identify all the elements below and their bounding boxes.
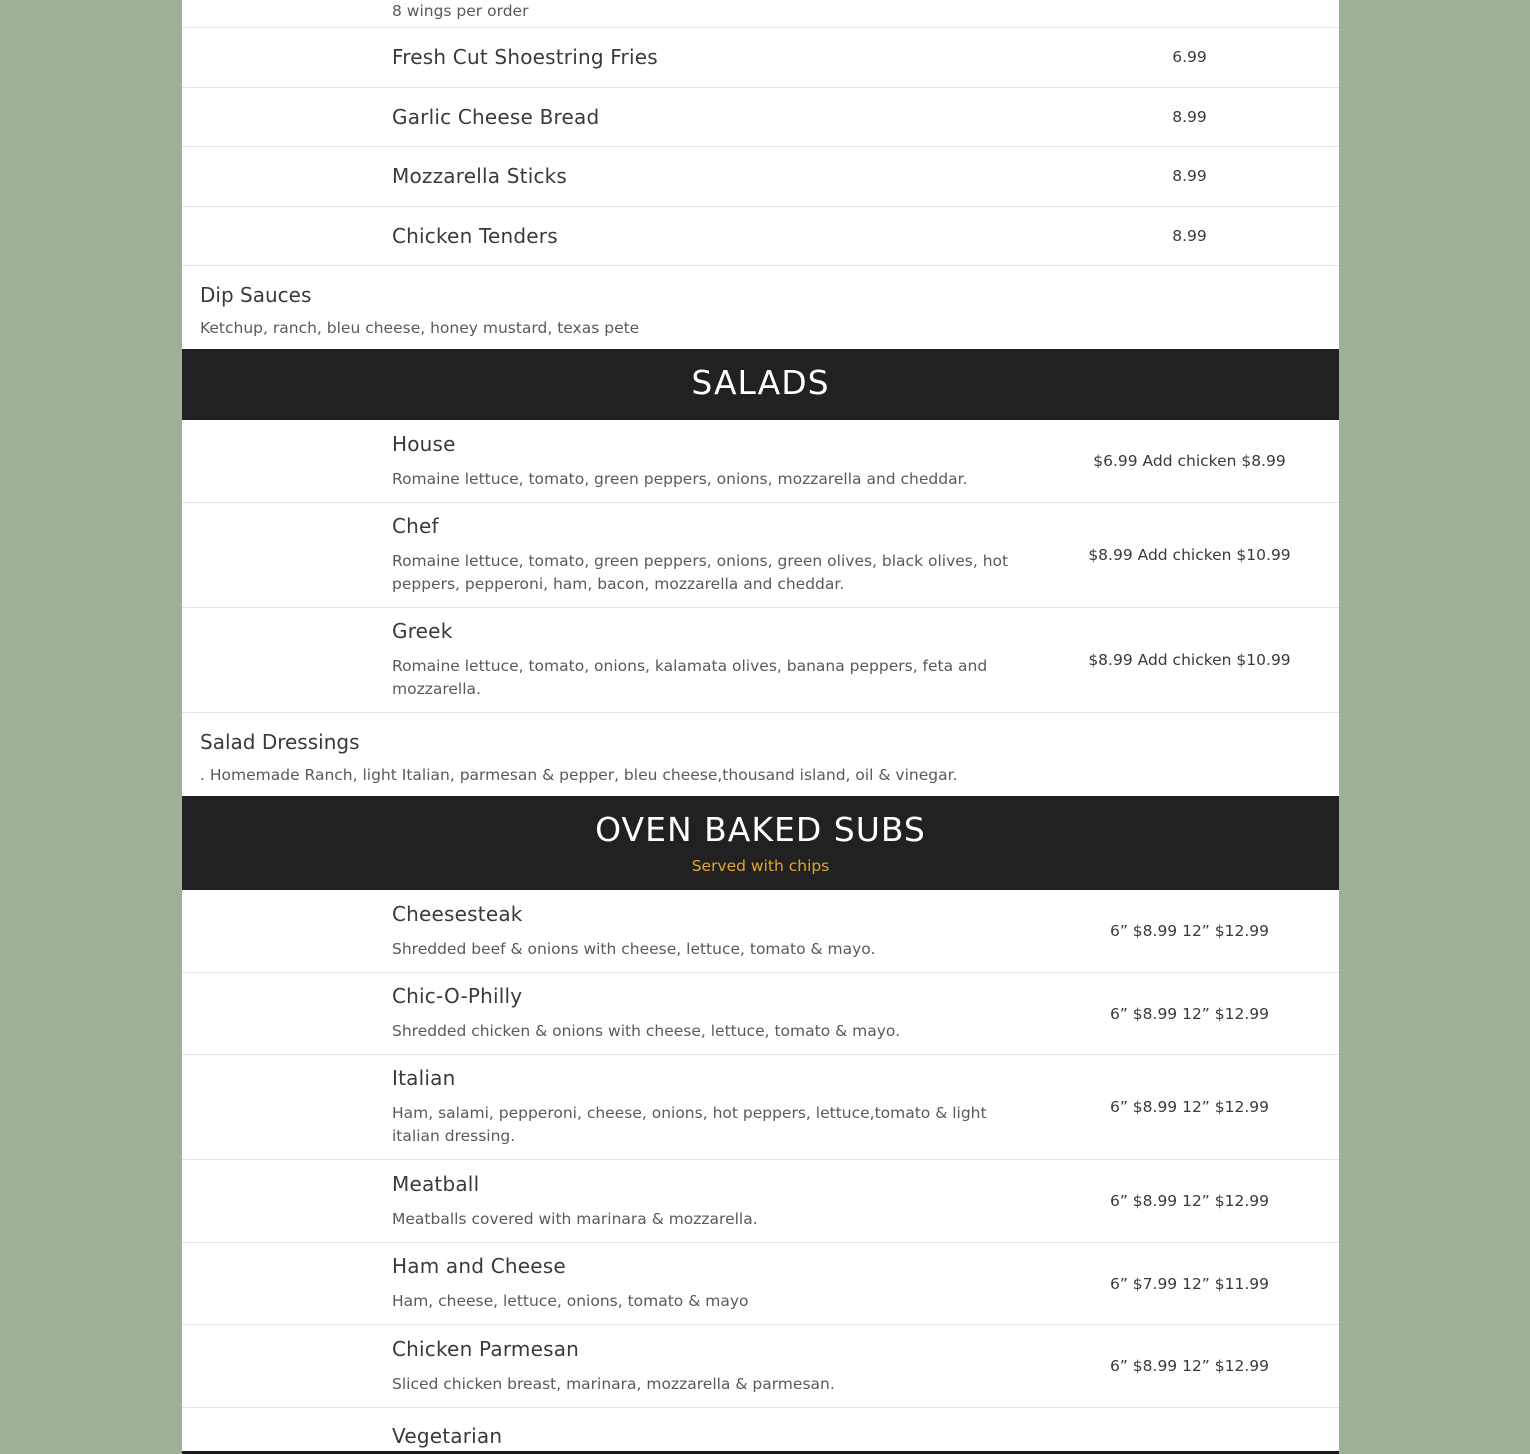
item-price: 6.99 — [1172, 48, 1207, 67]
item-name: Vegetarian — [392, 1424, 503, 1448]
item-name: Chef — [392, 514, 439, 538]
menu-row — [182, 973, 1339, 1055]
item-description: Ham, salami, pepperoni, cheese, onions, hot peppers, lettuce,tomato & light italian dressing. — [392, 1104, 987, 1145]
section-title: SALADS — [691, 363, 830, 402]
item-name: Italian — [392, 1066, 456, 1090]
item-name: Chicken Parmesan — [392, 1336, 580, 1361]
menu-row — [182, 608, 1339, 713]
item-price: 6” $8.99 12” $12.99 — [1109, 1098, 1270, 1116]
section-subtitle: Served with chips — [691, 857, 830, 875]
menu-row — [182, 420, 1339, 503]
item-price: 8.99 — [1172, 107, 1207, 126]
item-name: Greek — [392, 619, 453, 643]
item-price: 6” $8.99 12” $12.99 — [1109, 1004, 1270, 1023]
menu-row-wings — [182, 0, 1339, 28]
item-description: Romaine lettuce, tomato, green peppers, onions, green olives, black olives, hot peppers, pepperoni, ham, bacon, mozzarella and cheddar. — [392, 552, 1009, 593]
item-price: $6.99 Add chicken $8.99 — [1093, 452, 1286, 470]
menu-row — [182, 1408, 1339, 1451]
item-name: Chicken Tenders — [392, 223, 558, 248]
item-price: 6” $8.99 12” $12.99 — [1109, 1357, 1270, 1375]
menu-row — [182, 1243, 1339, 1325]
menu-row — [182, 88, 1339, 148]
menu-row — [182, 890, 1339, 973]
item-price: $8.99 Add chicken $10.99 — [1088, 546, 1291, 564]
menu-row — [182, 1160, 1339, 1243]
item-name: Meatball — [392, 1171, 480, 1196]
note-title: Dip Sauces — [200, 283, 312, 307]
menu-row — [182, 503, 1339, 608]
item-description: Romaine lettuce, tomato, onions, kalamata olives, banana peppers, feta and mozzarella. — [392, 657, 988, 698]
menu-row — [182, 207, 1339, 267]
menu-row — [182, 28, 1339, 88]
item-price: 6” $7.99 12” $11.99 — [1109, 1274, 1270, 1293]
item-price: 8.99 — [1172, 167, 1207, 186]
item-description: Shredded chicken & onions with cheese, lettuce, tomato & mayo. — [392, 1022, 901, 1040]
menu-row — [182, 1325, 1339, 1408]
note-text: Ketchup, ranch, bleu cheese, honey mustard, texas pete — [200, 319, 640, 337]
item-description: Shredded beef & onions with cheese, lettuce, tomato & mayo. — [392, 939, 876, 958]
item-description: Ham, cheese, lettuce, onions, tomato & mayo — [392, 1292, 749, 1310]
item-name: Mozzarella Sticks — [392, 164, 568, 189]
note-title: Salad Dressings — [200, 730, 360, 754]
item-description: Meatballs covered with marinara & mozzarella. — [392, 1209, 758, 1228]
note-text: . Homemade Ranch, light Italian, parmesan & pepper, bleu cheese,thousand island, oil & vinegar. — [200, 766, 958, 784]
item-description: Romaine lettuce, tomato, green peppers, onions, mozzarella and cheddar. — [392, 469, 968, 488]
section-title: OVEN BAKED SUBS — [595, 810, 926, 849]
salad-dressings-note — [182, 713, 1339, 796]
item-description: Sliced chicken breast, marinara, mozzarella & parmesan. — [392, 1374, 835, 1393]
menu-row — [182, 147, 1339, 207]
item-name: Garlic Cheese Bread — [392, 104, 600, 129]
section-header-subs — [182, 796, 1339, 890]
item-description: 8 wings per order — [392, 2, 529, 20]
item-name: Fresh Cut Shoestring Fries — [392, 45, 658, 70]
menu-page — [182, 0, 1339, 1454]
menu-row — [182, 1055, 1339, 1160]
item-name: House — [392, 431, 456, 456]
item-name: Ham and Cheese — [392, 1254, 566, 1278]
item-price: 6” $8.99 12” $12.99 — [1109, 1192, 1270, 1210]
item-price: 6” $8.99 12” $12.99 — [1109, 922, 1270, 940]
dip-sauces-note — [182, 266, 1339, 349]
item-price: 8.99 — [1172, 226, 1207, 245]
item-price: $8.99 Add chicken $10.99 — [1088, 651, 1291, 669]
item-name: Chic-O-Philly — [392, 984, 523, 1008]
item-name: Cheesesteak — [392, 901, 523, 926]
section-header-salads — [182, 349, 1339, 420]
